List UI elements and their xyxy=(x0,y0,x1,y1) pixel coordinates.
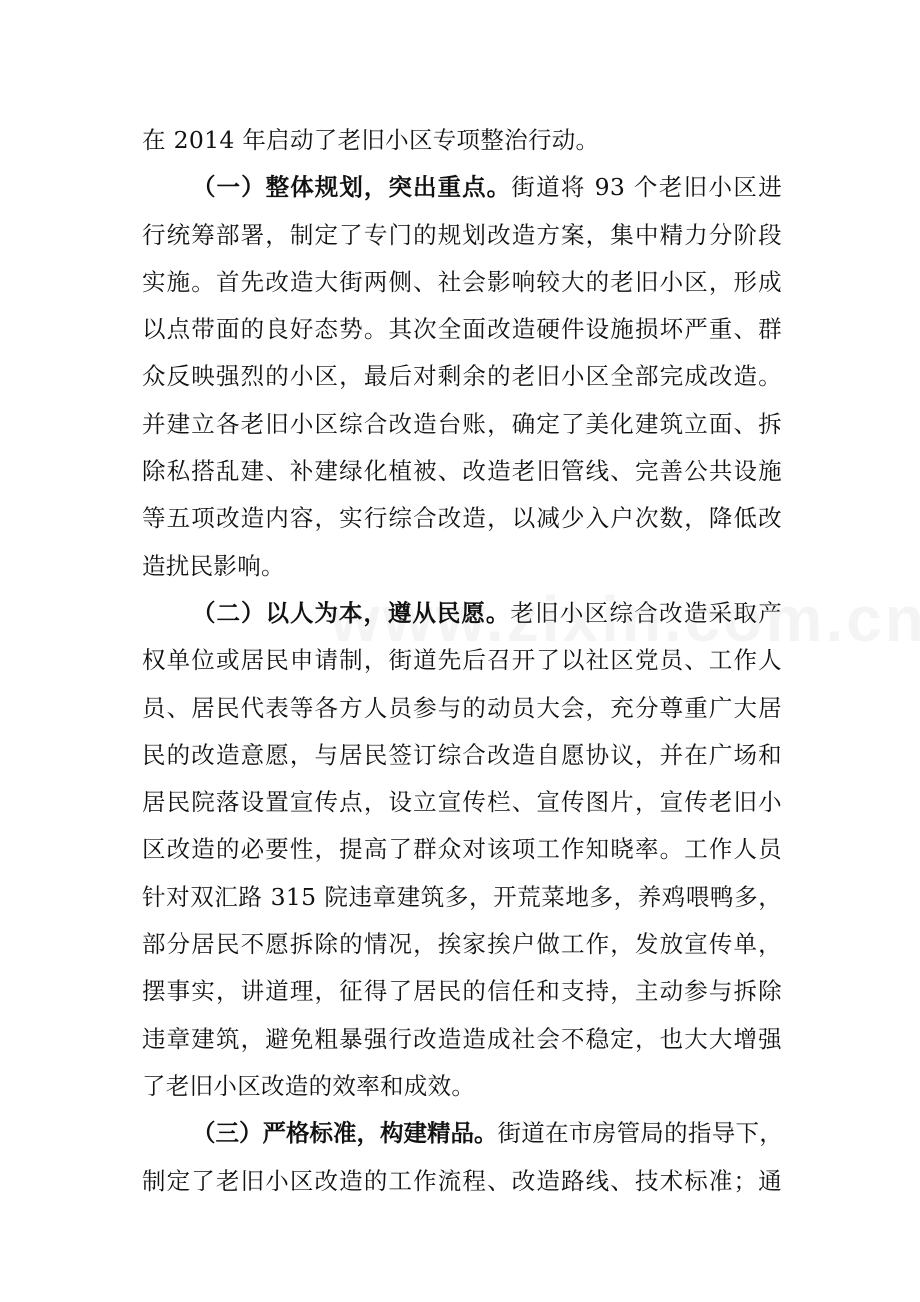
text-line: 除私搭乱建、补建绿化植被、改造老旧管线、完善公共设施 xyxy=(142,457,782,486)
text-line: 众反映强烈的小区，最后对剩余的老旧小区全部完成改造。 xyxy=(142,362,782,391)
text-line: 并建立各老旧小区综合改造台账，确定了美化建筑立面、拆 xyxy=(142,409,782,438)
text-line: 针对双汇路 315 院违章建筑多，开荒菜地多，养鸡喂鸭多， xyxy=(142,882,782,911)
paragraph-3-first-line xyxy=(142,1110,782,1157)
text-line: 居民院落设置宣传点，设立宣传栏、宣传图片，宣传老旧小 xyxy=(142,788,782,817)
text-line: 员、居民代表等各方人员参与的动员大会，充分尊重广大居 xyxy=(142,693,782,722)
paragraph-1-lead-text: 街道将 93 个老旧小区进 xyxy=(511,173,783,202)
text-line: 民的改造意愿，与居民签订综合改造自愿协议，并在广场和 xyxy=(142,740,782,769)
paragraph-2-lead-text: 老旧小区综合改造采取产 xyxy=(510,598,782,627)
text-line: 区改造的必要性，提高了群众对该项工作知晓率。工作人员 xyxy=(142,835,782,864)
paragraph-1-first-line xyxy=(142,164,782,211)
paragraph-2-first-line xyxy=(142,590,782,637)
text-line: 在 2014 年启动了老旧小区专项整治行动。 xyxy=(142,126,600,154)
text-line: 制定了老旧小区改造的工作流程、改造路线、技术标准；通 xyxy=(142,1166,782,1195)
text-line: 造扰民影响。 xyxy=(142,551,285,580)
text-line: 权单位或居民申请制，街道先后召开了以社区党员、工作人 xyxy=(142,646,782,675)
paragraph-3-lead-text: 街道在市房管局的指导下， xyxy=(497,1119,784,1148)
text-line: 部分居民不愿拆除的情况，挨家挨户做工作，发放宣传单， xyxy=(142,930,782,959)
text-line: 了老旧小区改造的效率和成效。 xyxy=(142,1071,476,1100)
document-page xyxy=(142,117,782,1205)
text-line: 摆事实，讲道理，征得了居民的信任和支持，主动参与拆除 xyxy=(142,977,782,1006)
section-heading-2: （二）以人为本，遵从民愿。 xyxy=(192,598,511,627)
text-line: 等五项改造内容，实行综合改造，以减少入户次数，降低改 xyxy=(142,504,782,533)
section-heading-1: （一）整体规划，突出重点。 xyxy=(192,173,512,202)
text-line: 违章建筑，避免粗暴强行改造造成社会不稳定，也大大增强 xyxy=(142,1024,782,1053)
text-line: 以点带面的良好态势。其次全面改造硬件设施损坏严重、群 xyxy=(142,315,782,344)
text-line: 实施。首先改造大街两侧、社会影响较大的老旧小区，形成 xyxy=(142,267,782,296)
section-heading-3: （三）严格标准，构建精品。 xyxy=(192,1119,498,1148)
text-line: 行统筹部署，制定了专门的规划改造方案，集中精力分阶段 xyxy=(142,220,782,249)
